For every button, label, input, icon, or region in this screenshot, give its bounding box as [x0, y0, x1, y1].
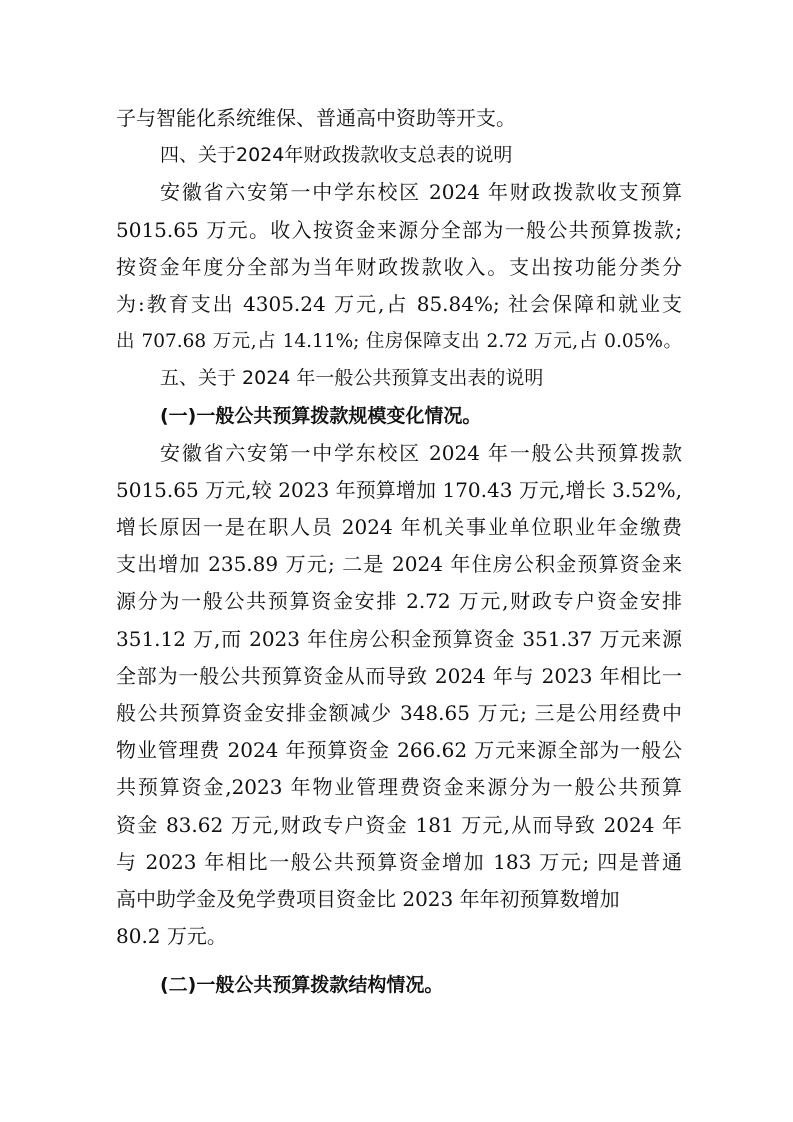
paragraph-line: 资金 83.62 万元,财政专户资金 181 万元,从而导致 2024 年	[116, 812, 682, 837]
section-heading-4: 四、关于2024年财政拨款收支总表的说明	[160, 144, 513, 167]
paragraph-line: 安徽省六安第一中学东校区 2024 年财政拨款收支预算	[160, 180, 682, 205]
paragraph-line: 般公共预算资金安排金额减少 348.65 万元; 三是公用经费中	[116, 701, 682, 725]
paragraph-line: 安徽省六安第一中学东校区 2024 年一般公共预算拨款	[160, 440, 682, 465]
paragraph-line: 为:教育支出 4305.24 万元,占 85.84%; 社会保障和就业支	[116, 291, 682, 316]
section-heading-5: 五、关于 2024 年一般公共预算支出表的说明	[160, 367, 544, 390]
subsection-heading-2: (二)一般公共预算拨款结构情况。	[160, 974, 444, 997]
paragraph-line: 按资金年度分全部为当年财政拨款收入。支出按功能分类分	[116, 254, 682, 279]
paragraph-line: 5015.65 万元。收入按资金来源分全部为一般公共预算拨款;	[116, 217, 682, 242]
paragraph-line: 351.12 万,而 2023 年住房公积金预算资金 351.37 万元来源	[116, 626, 682, 651]
paragraph-line: 80.2 万元。	[116, 924, 227, 949]
subsection-heading-1: (一)一般公共预算拨款规模变化情况。	[160, 404, 482, 427]
paragraph-line: 支出增加 235.89 万元; 二是 2024 年住房公积金预算资金来	[116, 552, 682, 577]
paragraph-line: 高中助学金及免学费项目资金比 2023 年年初预算数增加	[116, 886, 620, 911]
paragraph-line: 5015.65 万元,较 2023 年预算增加 170.43 万元,增长 3.52%,	[116, 477, 682, 502]
paragraph-line: 出 707.68 万元,占 14.11%; 住房保障支出 2.72 万元,占 0.05%。	[116, 331, 682, 353]
paragraph-line: 共预算资金,2023 年物业管理费资金来源分为一般公共预算	[116, 775, 682, 800]
paragraph-line: 增长原因一是在职人员 2024 年机关事业单位职业年金缴费	[116, 515, 682, 540]
paragraph-line: 与 2023 年相比一般公共预算资金增加 183 万元; 四是普通	[116, 849, 682, 874]
paragraph-line: 源分为一般公共预算资金安排 2.72 万元,财政专户资金安排	[116, 589, 682, 614]
paragraph-line: 物业管理费 2024 年预算资金 266.62 万元来源全部为一般公	[116, 738, 682, 763]
paragraph-line: 子与智能化系统维保、普通高中资助等开支。	[116, 106, 516, 130]
document-page	[116, 100, 682, 1005]
paragraph-line: 全部为一般公共预算资金从而导致 2024 年与 2023 年相比一	[116, 663, 682, 688]
